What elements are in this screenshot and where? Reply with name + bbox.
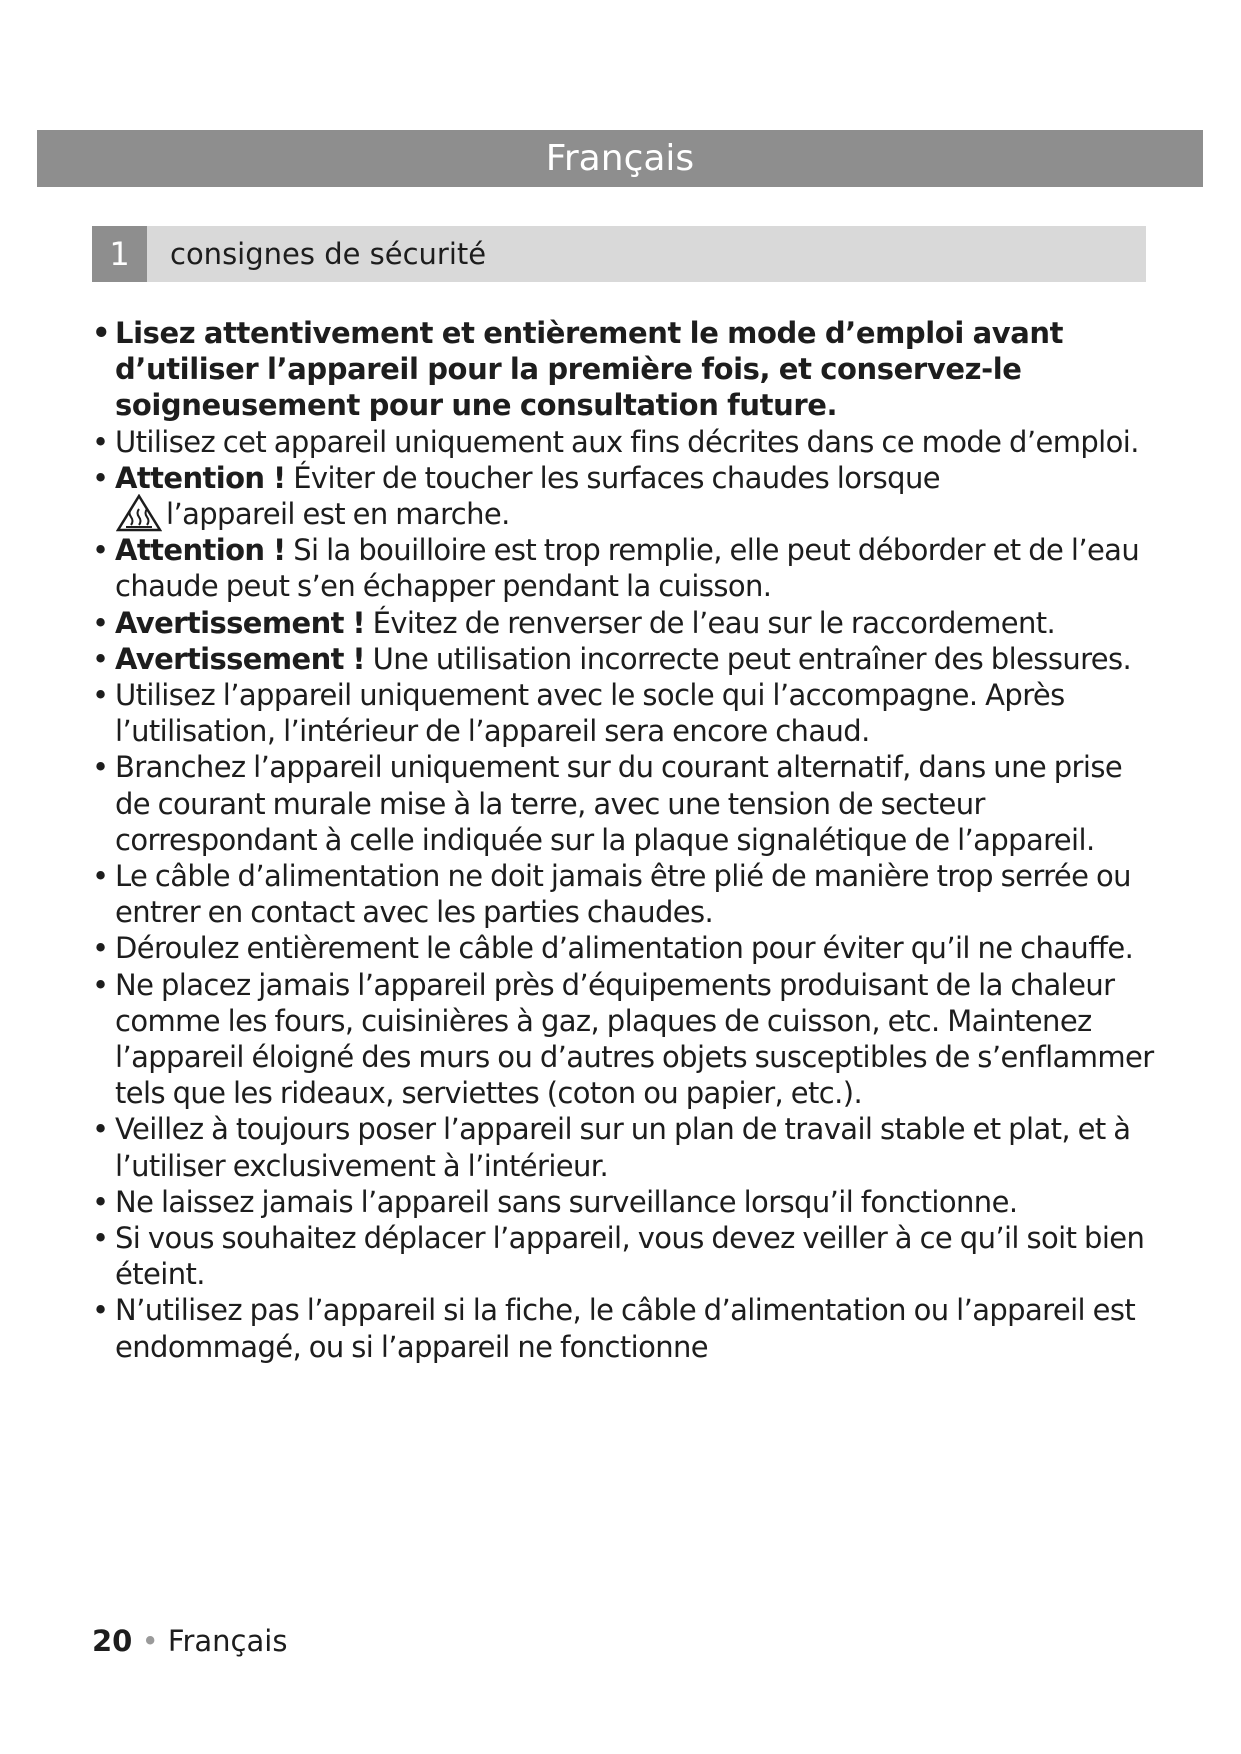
item-text: Si la bouilloire est trop remplie, elle peut déborder et de l’eau chaude peut s’en échapper pendant la cuisson.	[115, 533, 1140, 604]
item-text: Branchez l’appareil uniquement sur du courant alternatif, dans une prise de courant murale mise à la terre, avec une tension de secteur correspondant à celle indiquée sur la plaque signalétique de l’appareil.	[115, 750, 1123, 857]
bullet: •	[92, 641, 109, 676]
item-lead: Attention !	[115, 533, 286, 568]
hot-surface-warning-icon	[116, 494, 162, 532]
footer-language: Français	[167, 1624, 288, 1658]
item-text: Éviter de toucher les surfaces chaudes lorsque	[293, 460, 941, 495]
bullet: •	[92, 931, 109, 966]
list-item	[92, 1220, 1162, 1292]
item-text: Utilisez l’appareil uniquement avec le socle qui l’accompagne. Après l’utilisation, l’intérieur de l’appareil sera encore chaud.	[115, 678, 1065, 749]
safety-instructions-list	[92, 315, 1162, 1365]
bullet: •	[92, 605, 109, 640]
item-text: l’appareil est en marche.	[166, 497, 510, 532]
section-title: consignes de sécurité	[170, 237, 487, 271]
item-text: Utilisez cet appareil uniquement aux fins décrites dans ce mode d’emploi.	[115, 424, 1139, 459]
bullet: •	[92, 460, 109, 495]
item-text: Ne placez jamais l’appareil près d’équipements produisant de la chaleur comme les fours, cuisinières à gaz, plaques de cuisson, etc. Maintenez l’appareil éloigné des murs ou d’autres objets susceptibles de s’enflammer tels que les rideaux, serviettes (coton ou papier, etc.).	[115, 967, 1154, 1111]
bullet: •	[92, 1221, 109, 1256]
bullet: •	[92, 1112, 109, 1147]
list-item	[92, 460, 1162, 532]
list-item	[92, 930, 1162, 966]
list-item	[92, 677, 1162, 749]
bullet: •	[92, 533, 109, 568]
list-item	[92, 605, 1162, 641]
bullet: •	[92, 1184, 109, 1219]
page-number: 20	[92, 1624, 133, 1658]
bullet: •	[92, 424, 109, 459]
list-item	[92, 424, 1162, 460]
list-item	[92, 749, 1162, 858]
item-lead: Attention !	[115, 460, 286, 495]
item-lead: Avertissement !	[115, 605, 365, 640]
bullet: •	[92, 750, 109, 785]
bullet: •	[92, 1293, 109, 1328]
item-text: Ne laissez jamais l’appareil sans surveillance lorsqu’il fonctionne.	[115, 1184, 1018, 1219]
bullet: •	[92, 316, 111, 350]
item-text: Lisez attentivement et entièrement le mode d’emploi avant d’utiliser l’appareil pour la première fois, et conservez-le soigneusement pour une consultation future.	[115, 316, 1064, 423]
language-banner: Français	[37, 130, 1203, 187]
list-item	[92, 1292, 1162, 1364]
item-lead: Avertissement !	[115, 641, 365, 676]
bullet: •	[92, 678, 109, 713]
list-item	[92, 641, 1162, 677]
item-text: Si vous souhaitez déplacer l’appareil, vous devez veiller à ce qu’il soit bien éteint.	[115, 1221, 1145, 1292]
list-item	[92, 532, 1162, 604]
list-item	[92, 858, 1162, 930]
list-item	[92, 1184, 1162, 1220]
item-text: Veillez à toujours poser l’appareil sur un plan de travail stable et plat, et à l’utiliser exclusivement à l’intérieur.	[115, 1112, 1131, 1183]
section-header	[92, 226, 1146, 282]
list-item	[92, 315, 1162, 424]
list-item	[92, 1111, 1162, 1183]
item-text: Le câble d’alimentation ne doit jamais être plié de manière trop serrée ou entrer en contact avec les parties chaudes.	[115, 859, 1131, 930]
section-number: 1	[92, 226, 147, 282]
page-footer	[92, 1624, 287, 1658]
bullet: •	[92, 859, 109, 894]
footer-separator: •	[141, 1624, 159, 1658]
item-text: N’utilisez pas l’appareil si la fiche, le câble d’alimentation ou l’appareil est endommagé, ou si l’appareil ne fonctionne	[115, 1293, 1136, 1364]
item-text: Une utilisation incorrecte peut entraîner des blessures.	[372, 641, 1132, 676]
item-text: Déroulez entièrement le câble d’alimentation pour éviter qu’il ne chauffe.	[115, 931, 1134, 966]
bullet: •	[92, 967, 109, 1002]
item-text: Évitez de renverser de l’eau sur le raccordement.	[372, 605, 1056, 640]
list-item	[92, 967, 1162, 1112]
